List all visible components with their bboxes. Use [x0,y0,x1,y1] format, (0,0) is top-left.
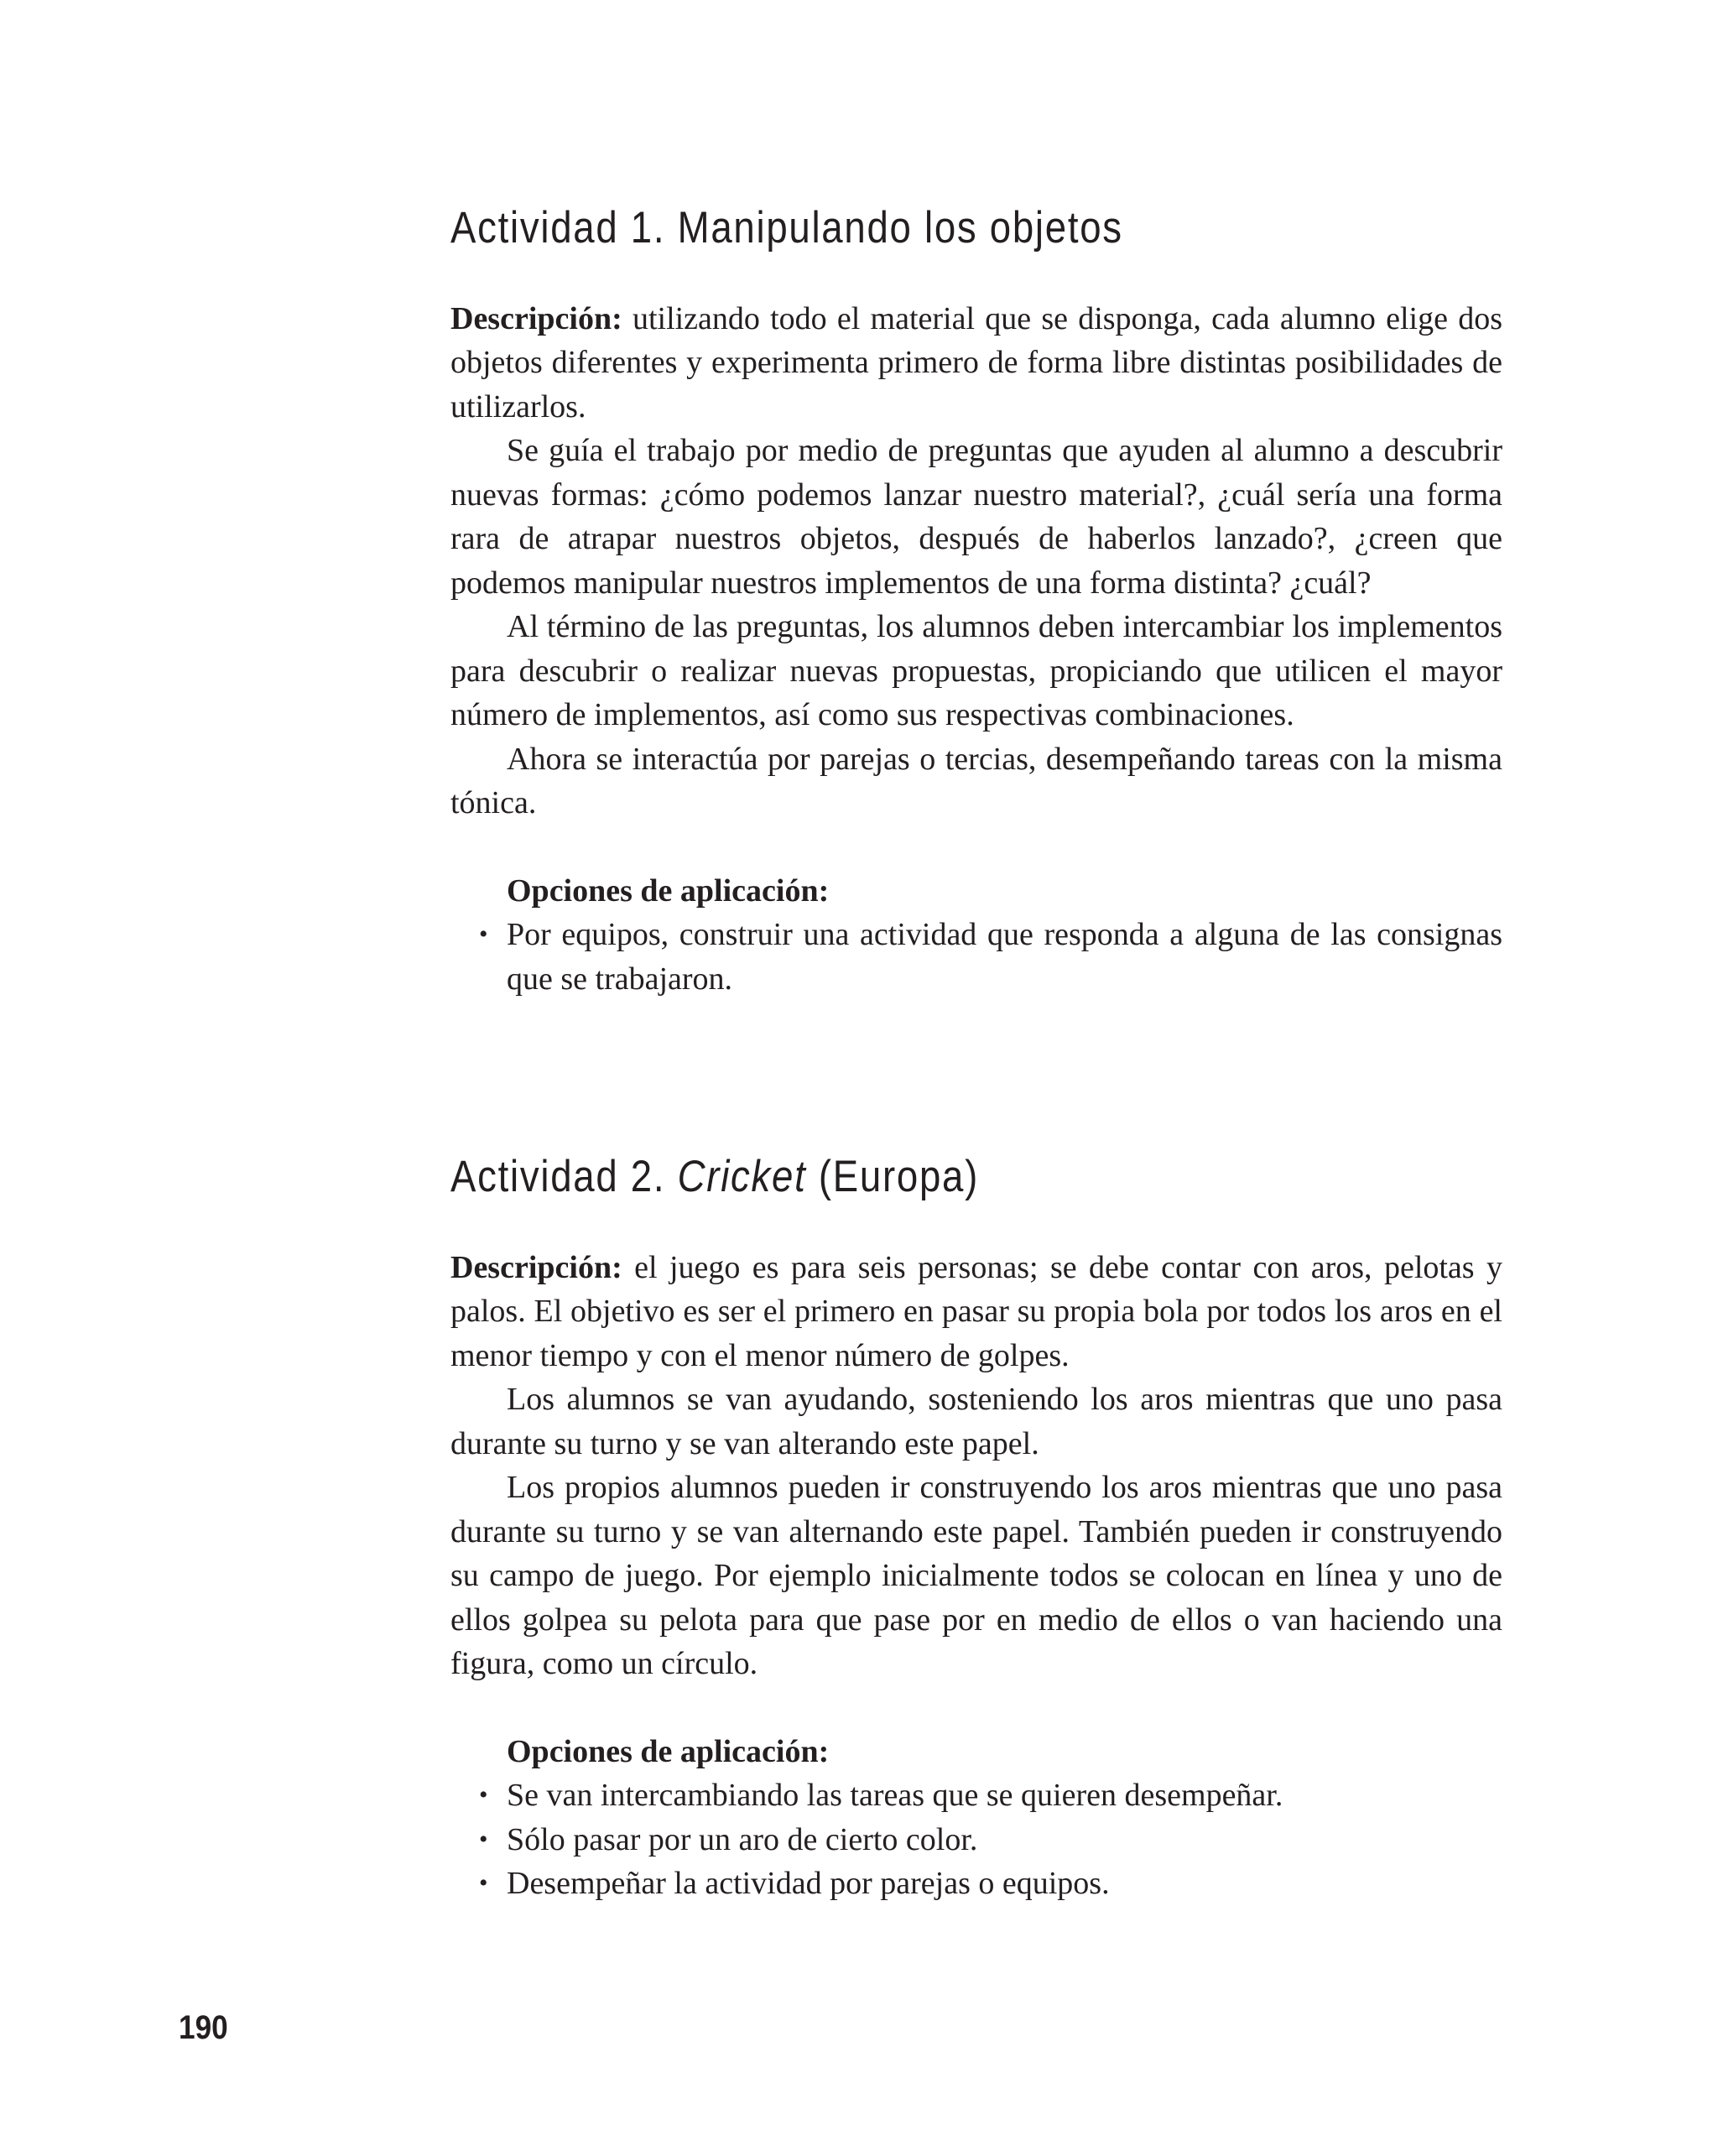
activity-2-options-list [450,1773,1502,1906]
activity-2-options-title: Opciones de aplicación: [507,1733,830,1769]
activity-2-heading [450,1150,1355,1204]
heading-prefix: Actividad 2. [450,1152,678,1202]
description-text: utilizando todo el material que se disponga, cada alumno elige dos objetos diferentes y experimenta primero de forma libre distintas posibilidades de utilizarlos. [450,300,1502,424]
activity-1-paragraph: Al término de las preguntas, los alumnos deben intercambiar los implementos para descubrir o realizar nuevas propuestas, propiciando que utilicen el mayor número de implementos, así como sus respectivas combinaciones. [450,609,1502,733]
activity-2-paragraph: Los alumnos se van ayudando, sosteniendo los aros mientras que uno pasa durante su turno y se van alterando este papel. [450,1382,1502,1461]
activity-1-section [450,201,1502,1001]
list-item-text: Por equipos, construir una actividad que responda a alguna de las consignas que se trabajaron. [507,917,1502,997]
heading-italic: Cricket [677,1152,807,1202]
list-item [450,913,1502,1001]
bullet-icon: • [479,920,488,949]
list-item-text: Se van intercambiando las tareas que se quieren desempeñar. [507,1778,1283,1814]
activity-2-paragraph: Los propios alumnos pueden ir construyendo los aros mientras que uno pasa durante su turno y se van alternando este papel. También pueden ir construyendo su campo de juego. Por ejemplo inicialmente todos se colocan en línea y uno de ellos golpea su pelota para que pase por en medio de ellos o van haciendo una figura, como un círculo. [450,1470,1502,1682]
bullet-icon: • [479,1825,488,1853]
bullet-icon: • [479,1869,488,1898]
description-label: Descripción: [450,300,622,336]
list-item-text: Desempeñar la actividad por parejas o equipos. [507,1866,1110,1902]
activity-1-paragraph: Se guía el trabajo por medio de preguntas que ayuden al alumno a descubrir nuevas formas: ¿cómo podemos lanzar nuestro material?, ¿cuál sería una forma rara de atrapar nuestros objetos, después de haberlos lanzado?, ¿creen que podemos manipular nuestros implementos de una forma distinta? ¿cuál? [450,433,1502,601]
activity-1-description [450,297,1502,430]
list-item [450,1862,1502,1906]
description-text: el juego es para seis personas; se debe contar con aros, pelotas y palos. El objetivo es ser el primero en pasar su propia bola por todos los aros en el menor tiempo y con el menor número de golpes. [450,1249,1502,1373]
text-column [450,201,1502,1906]
description-label: Descripción: [450,1249,622,1285]
list-item [450,1818,1502,1862]
activity-1-options-list [450,913,1502,1001]
activity-1-paragraph: Ahora se interactúa por parejas o tercias, desempeñando tareas con la misma tónica. [450,741,1502,821]
activity-2-description [450,1246,1502,1378]
bullet-icon: • [479,1781,488,1810]
list-item-text: Sólo pasar por un aro de cierto color. [507,1821,978,1857]
activity-2-section [450,1150,1502,1906]
activity-1-heading: Actividad 1. Manipulando los objetos [450,203,1123,253]
section-spacer [450,1001,1502,1150]
activity-1-options-title: Opciones de aplicación: [507,872,830,909]
page-number: 190 [179,2009,228,2046]
heading-suffix: (Europa) [806,1152,980,1202]
list-item [450,1773,1502,1818]
